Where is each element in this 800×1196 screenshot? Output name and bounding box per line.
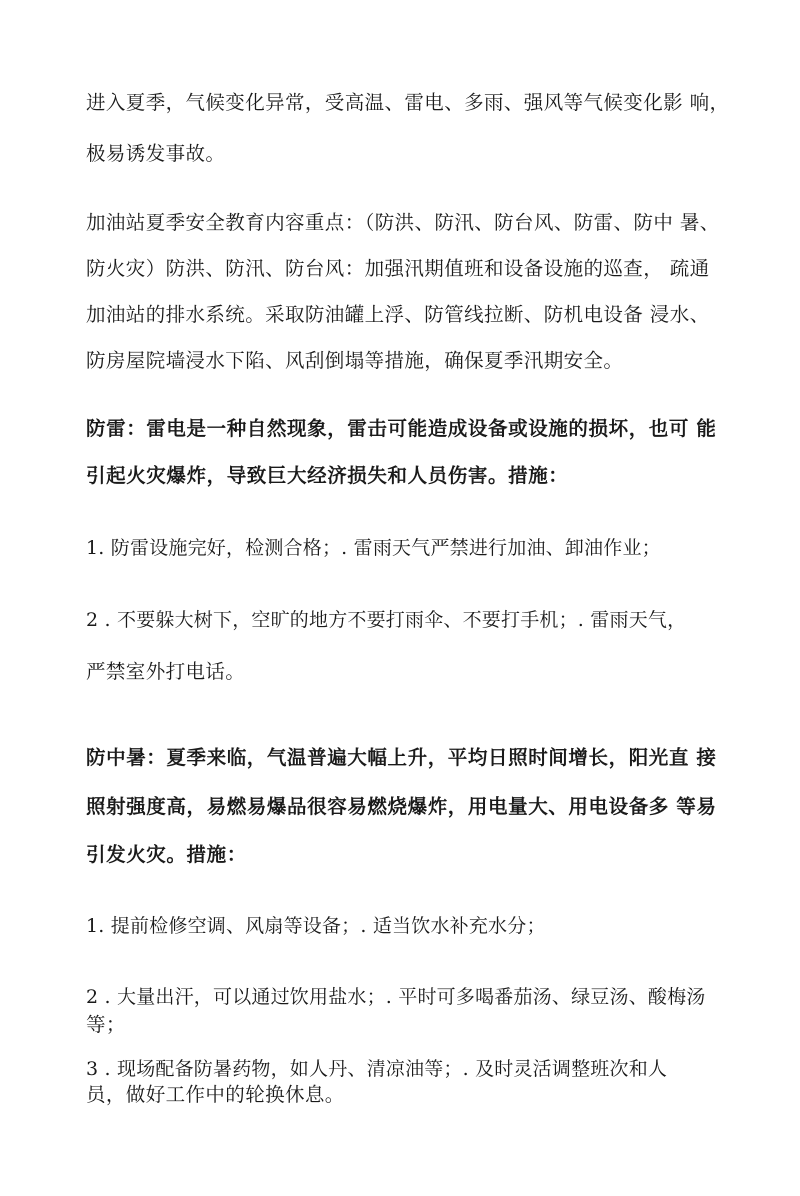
heatstroke-line-1: 防中暑：夏季来临，气温普遍大幅上升，平均日照时间增长，阳光直 接 xyxy=(86,746,717,769)
heat-measure-1: 1. 提前检修空调、风扇等设备；. 适当饮水补充水分； xyxy=(86,915,546,937)
focus-line-3: 加油站的排水系统。采取防油罐上浮、防管线拉断、防机电设备 浸水、 xyxy=(86,303,710,326)
heat-measure-3-line-1: 3 . 现场配备防暑药物，如人丹、清凉油等；. 及时灵活调整班次和人 xyxy=(86,1058,668,1080)
heatstroke-line-3: 引发火灾。措施： xyxy=(86,843,247,866)
lightning-measure-2-line-1: 2 . 不要躲大树下，空旷的地方不要打雨伞、不要打手机；. 雷雨天气， xyxy=(86,609,687,631)
heatstroke-line-2: 照射强度高，易燃易爆品很容易燃烧爆炸，用电量大、用电设备多 等易 xyxy=(86,795,717,818)
lightning-measure-2-line-2: 严禁室外打电话。 xyxy=(86,660,246,683)
intro-line-2: 极易诱发事故。 xyxy=(86,142,226,165)
heat-measure-3-line-2: 员，做好工作中的轮换休息。 xyxy=(86,1083,345,1106)
heat-measure-2-line-2: 等； xyxy=(86,1013,126,1036)
intro-line-1: 进入夏季，气候变化异常，受高温、雷电、多雨、强风等气候变化影 响， xyxy=(86,91,730,114)
heat-measure-2-line-1: 2 . 大量出汗，可以通过饮用盐水；. 平时可多喝番茄汤、绿豆汤、酸梅汤 xyxy=(86,986,706,1008)
lightning-line-1: 防雷：雷电是一种自然现象，雷击可能造成设备或设施的损坏，也可 能 xyxy=(86,417,717,440)
lightning-line-2: 引起火灾爆炸，导致巨大经济损失和人员伤害。措施： xyxy=(86,464,569,487)
focus-line-4: 防房屋院墙浸水下陷、风刮倒塌等措施，确保夏季汛期安全。 xyxy=(86,349,624,372)
focus-line-2: 防火灾）防洪、防汛、防台风：加强汛期值班和设备设施的巡查， 疏通 xyxy=(86,257,710,280)
focus-line-1: 加油站夏季安全教育内容重点：（防洪、防汛、防台风、防雷、防中 暑、 xyxy=(86,211,720,234)
lightning-measure-1: 1. 防雷设施完好，检测合格；. 雷雨天气严禁进行加油、卸油作业； xyxy=(86,537,661,559)
